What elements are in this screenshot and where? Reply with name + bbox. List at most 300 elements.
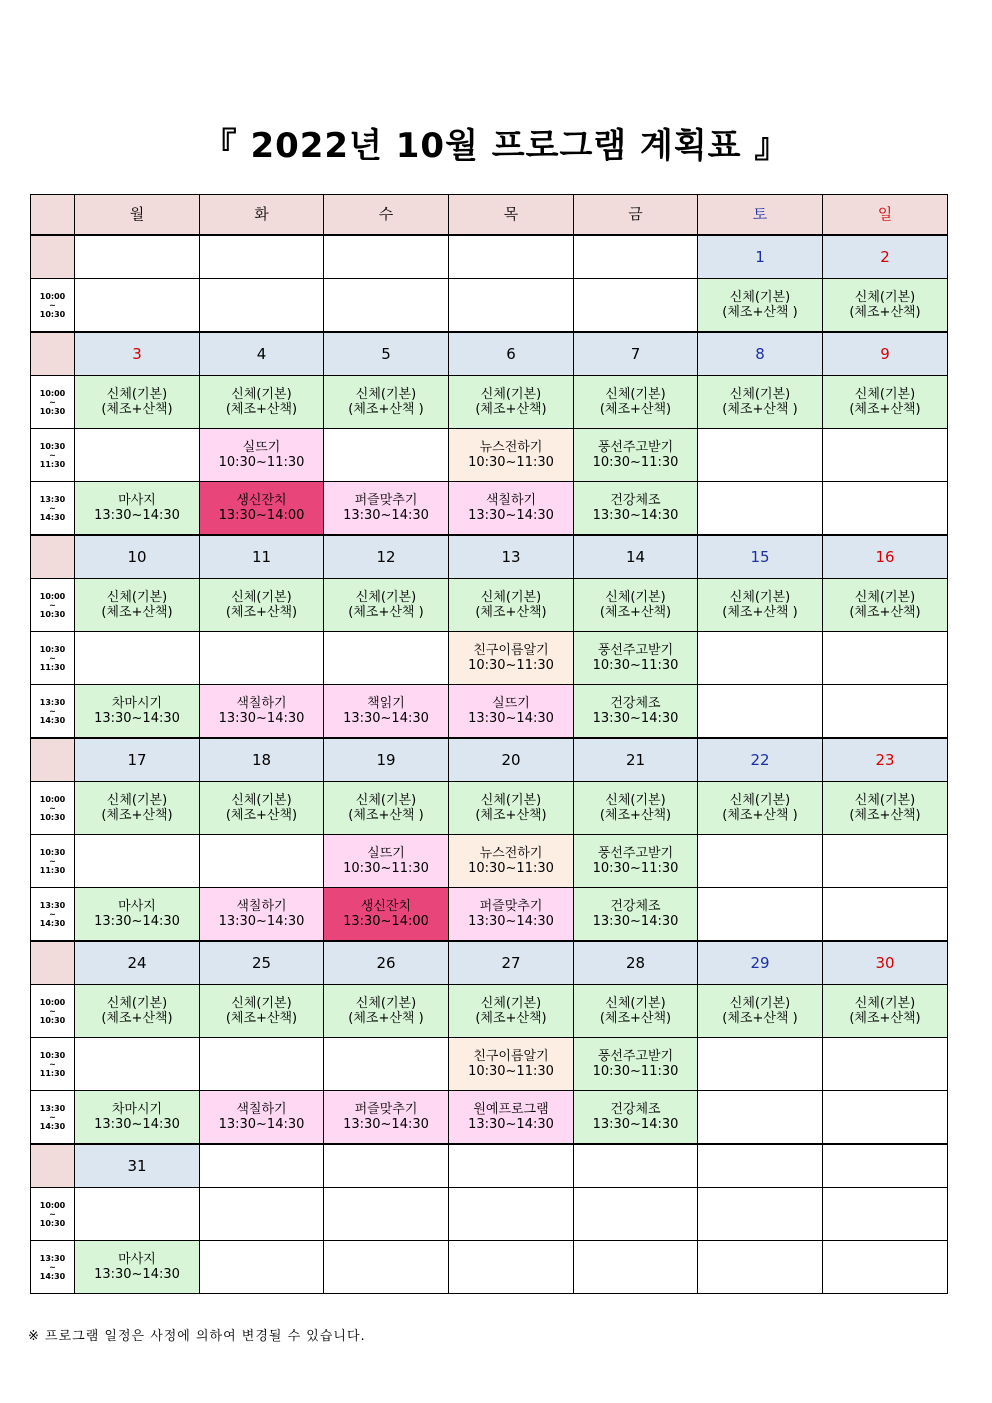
program-text: 13:30~14:30 bbox=[343, 711, 429, 726]
activity-row bbox=[31, 888, 948, 942]
day-number-cell: 25 bbox=[200, 941, 324, 985]
program-text: 10:30~11:30 bbox=[468, 861, 554, 876]
time-slot-part: 13:30 bbox=[39, 697, 66, 707]
program-cell-massage bbox=[75, 888, 200, 942]
program-text: 건강체조 bbox=[610, 493, 661, 508]
program-cell-coloring bbox=[200, 1091, 324, 1145]
day-number-cell: 16 bbox=[823, 535, 948, 579]
time-slot-label bbox=[31, 632, 75, 685]
day-number-cell: 21 bbox=[574, 738, 698, 782]
program-cell-sildeck_mid bbox=[200, 429, 324, 482]
program-text: 13:30~14:30 bbox=[94, 1117, 180, 1132]
time-slot-part: 14:30 bbox=[39, 715, 66, 725]
program-cell-physical bbox=[75, 782, 200, 835]
time-slot-label bbox=[31, 429, 75, 482]
program-cell-massage bbox=[75, 1241, 200, 1294]
program-text: 차마시기 bbox=[111, 1102, 163, 1117]
program-text: 13:30~14:30 bbox=[218, 914, 305, 929]
time-slot-part: ~ bbox=[49, 1112, 56, 1122]
time-slot-part: 10:00 bbox=[39, 591, 66, 601]
time-slot-part: ~ bbox=[49, 600, 56, 610]
program-text: 13:30~14:30 bbox=[468, 914, 554, 929]
program-text: 신체(기본) bbox=[106, 590, 168, 605]
empty-cell bbox=[823, 835, 948, 888]
activity-row bbox=[31, 685, 948, 739]
day-number-row bbox=[31, 1144, 948, 1188]
empty-cell bbox=[75, 1188, 200, 1241]
program-text: 신체(기본) bbox=[854, 290, 916, 305]
program-cell-coloring bbox=[449, 482, 574, 536]
empty-cell bbox=[698, 1038, 823, 1091]
program-cell-puzzle bbox=[449, 888, 574, 942]
program-text: (체조+산책) bbox=[849, 402, 921, 417]
program-cell-physical bbox=[449, 376, 574, 429]
activity-row bbox=[31, 1188, 948, 1241]
program-cell-physical_b bbox=[324, 376, 449, 429]
empty-cell bbox=[200, 632, 324, 685]
weekday-tue: 화 bbox=[200, 195, 324, 236]
program-text: 신체(기본) bbox=[854, 793, 916, 808]
program-text: 13:30~14:30 bbox=[94, 508, 180, 523]
time-slot-part: ~ bbox=[49, 397, 56, 407]
program-cell-physical bbox=[200, 782, 324, 835]
day-number-cell: 2 bbox=[823, 235, 948, 279]
empty-cell bbox=[75, 835, 200, 888]
time-slot-part: 14:30 bbox=[39, 918, 66, 928]
program-text: (체조+산책) bbox=[599, 1011, 672, 1026]
program-cell-physical bbox=[75, 579, 200, 632]
day-number-cell bbox=[574, 1144, 698, 1188]
program-text: 10:30~11:30 bbox=[592, 658, 679, 673]
program-text: 실뜨기 bbox=[367, 846, 405, 861]
activity-row bbox=[31, 376, 948, 429]
program-text: (체조+산책) bbox=[101, 1011, 173, 1026]
program-text: 색칠하기 bbox=[236, 899, 287, 914]
time-slot-label bbox=[31, 1241, 75, 1294]
program-text: (체조+산책 ) bbox=[348, 605, 424, 620]
program-cell-birthday bbox=[200, 482, 324, 536]
time-slot-part: 14:30 bbox=[39, 512, 66, 522]
program-text: 13:30~14:00 bbox=[343, 914, 429, 929]
program-text: 10:30~11:30 bbox=[468, 1064, 554, 1079]
program-cell-physical_b bbox=[698, 376, 823, 429]
day-number-cell: 30 bbox=[823, 941, 948, 985]
empty-cell bbox=[698, 429, 823, 482]
time-slot-part: 13:30 bbox=[39, 1253, 66, 1263]
program-cell-coloring bbox=[200, 888, 324, 942]
empty-cell bbox=[574, 1188, 698, 1241]
time-slot-part: 10:00 bbox=[39, 997, 66, 1007]
time-slot-part: ~ bbox=[49, 503, 56, 513]
activity-row bbox=[31, 1241, 948, 1294]
weekday-thu: 목 bbox=[449, 195, 574, 236]
empty-cell bbox=[324, 632, 449, 685]
program-text: (체조+산책) bbox=[849, 605, 921, 620]
day-number-cell: 4 bbox=[200, 332, 324, 376]
program-text: (체조+산책 ) bbox=[348, 402, 424, 417]
program-text: 마사지 bbox=[118, 899, 156, 914]
activity-row bbox=[31, 632, 948, 685]
time-slot-label bbox=[31, 888, 75, 942]
empty-cell bbox=[698, 888, 823, 942]
program-text: 신체(기본) bbox=[605, 387, 666, 402]
program-text: 13:30~14:30 bbox=[94, 711, 180, 726]
program-cell-news bbox=[449, 835, 574, 888]
time-slot-part: ~ bbox=[49, 856, 56, 866]
program-text: 신체(기본) bbox=[355, 387, 417, 402]
time-slot-label bbox=[31, 279, 75, 333]
day-number-cell bbox=[200, 235, 324, 279]
time-slot-part: 10:00 bbox=[39, 794, 66, 804]
program-text: 신체(기본) bbox=[480, 387, 542, 402]
day-number-row bbox=[31, 941, 948, 985]
time-slot-part: 10:30 bbox=[39, 1050, 66, 1060]
empty-cell bbox=[698, 482, 823, 536]
program-text: 10:30~11:30 bbox=[218, 455, 305, 470]
program-text: 차마시기 bbox=[111, 696, 163, 711]
day-number-cell: 17 bbox=[75, 738, 200, 782]
day-number-cell: 20 bbox=[449, 738, 574, 782]
program-calendar-table bbox=[30, 194, 948, 1294]
program-cell-physical bbox=[823, 279, 948, 333]
time-slot-part: 10:30 bbox=[39, 309, 66, 319]
program-text: 신체(기본) bbox=[480, 590, 542, 605]
time-slot-part: 11:30 bbox=[39, 1068, 66, 1078]
time-slot-part: 10:30 bbox=[39, 644, 66, 654]
program-text: 뉴스전하기 bbox=[479, 440, 543, 455]
activity-row bbox=[31, 1038, 948, 1091]
program-text: 신체(기본) bbox=[106, 996, 168, 1011]
activity-row bbox=[31, 985, 948, 1038]
empty-cell bbox=[823, 888, 948, 942]
time-slot-part: 11:30 bbox=[39, 459, 66, 469]
program-cell-friends bbox=[449, 1038, 574, 1091]
program-text: 건강체조 bbox=[610, 899, 661, 914]
empty-cell bbox=[823, 482, 948, 536]
program-text: 13:30~14:30 bbox=[218, 1117, 305, 1132]
day-number-cell: 14 bbox=[574, 535, 698, 579]
program-cell-physical_b bbox=[324, 985, 449, 1038]
program-text: (체조+산책) bbox=[225, 808, 298, 823]
program-cell-physical bbox=[574, 376, 698, 429]
program-cell-sildeck_mid bbox=[324, 835, 449, 888]
program-text: 생신잔치 bbox=[236, 493, 287, 508]
program-text: (체조+산책) bbox=[599, 808, 672, 823]
day-number-row bbox=[31, 738, 948, 782]
program-cell-physical_b bbox=[698, 985, 823, 1038]
day-number-cell bbox=[75, 235, 200, 279]
empty-cell bbox=[823, 429, 948, 482]
program-text: 생신잔치 bbox=[360, 899, 412, 914]
program-text: 풍선주고받기 bbox=[597, 1049, 674, 1064]
program-text: 13:30~14:00 bbox=[218, 508, 305, 523]
program-text: 신체(기본) bbox=[605, 793, 666, 808]
day-number-cell: 31 bbox=[75, 1144, 200, 1188]
program-text: 신체(기본) bbox=[355, 793, 417, 808]
program-text: (체조+산책 ) bbox=[348, 1011, 424, 1026]
empty-cell bbox=[574, 279, 698, 333]
program-cell-physical bbox=[75, 985, 200, 1038]
program-text: 신체(기본) bbox=[729, 387, 791, 402]
day-number-row bbox=[31, 332, 948, 376]
time-slot-label bbox=[31, 1188, 75, 1241]
program-text: 10:30~11:30 bbox=[592, 455, 679, 470]
day-number-cell: 24 bbox=[75, 941, 200, 985]
program-cell-physical_b bbox=[698, 782, 823, 835]
time-slot-part: ~ bbox=[49, 450, 56, 460]
day-number-cell: 23 bbox=[823, 738, 948, 782]
program-text: 10:30~11:30 bbox=[592, 861, 679, 876]
program-cell-physical bbox=[823, 376, 948, 429]
empty-cell bbox=[324, 1038, 449, 1091]
time-slot-part: 10:00 bbox=[39, 291, 66, 301]
program-text: 신체(기본) bbox=[729, 996, 791, 1011]
empty-cell bbox=[200, 835, 324, 888]
program-text: 신체(기본) bbox=[480, 793, 542, 808]
empty-cell bbox=[75, 632, 200, 685]
program-cell-physical_b bbox=[698, 279, 823, 333]
time-slot-label bbox=[31, 782, 75, 835]
time-slot-part: ~ bbox=[49, 653, 56, 663]
program-text: 풍선주고받기 bbox=[597, 846, 674, 861]
empty-cell bbox=[823, 632, 948, 685]
program-text: (체조+산책) bbox=[225, 605, 298, 620]
program-text: 13:30~14:30 bbox=[468, 1117, 554, 1132]
program-text: 신체(기본) bbox=[231, 996, 292, 1011]
empty-cell bbox=[75, 1038, 200, 1091]
day-number-cell: 12 bbox=[324, 535, 449, 579]
program-cell-physical bbox=[574, 579, 698, 632]
program-text: 신체(기본) bbox=[231, 590, 292, 605]
program-cell-balloon bbox=[574, 835, 698, 888]
day-number-cell: 6 bbox=[449, 332, 574, 376]
day-number-cell: 5 bbox=[324, 332, 449, 376]
program-text: 풍선주고받기 bbox=[597, 440, 674, 455]
day-number-cell: 18 bbox=[200, 738, 324, 782]
program-text: 13:30~14:30 bbox=[343, 508, 429, 523]
day-number-cell bbox=[324, 235, 449, 279]
program-cell-physical_b bbox=[324, 579, 449, 632]
time-slot-part: 10:30 bbox=[39, 441, 66, 451]
program-text: 13:30~14:30 bbox=[592, 914, 679, 929]
program-text: 13:30~14:30 bbox=[468, 711, 554, 726]
program-cell-physical bbox=[200, 985, 324, 1038]
empty-cell bbox=[449, 1241, 574, 1294]
day-row-label-cell bbox=[31, 332, 75, 376]
time-slot-part: ~ bbox=[49, 300, 56, 310]
day-number-cell bbox=[449, 1144, 574, 1188]
empty-cell bbox=[698, 835, 823, 888]
program-text: (체조+산책) bbox=[849, 1011, 921, 1026]
time-slot-part: ~ bbox=[49, 803, 56, 813]
activity-row bbox=[31, 429, 948, 482]
day-number-cell: 8 bbox=[698, 332, 823, 376]
program-cell-physical bbox=[449, 985, 574, 1038]
time-slot-part: 14:30 bbox=[39, 1121, 66, 1131]
program-cell-tea bbox=[75, 1091, 200, 1145]
time-slot-part: 10:00 bbox=[39, 1200, 66, 1210]
time-slot-part: 11:30 bbox=[39, 662, 66, 672]
day-number-cell: 15 bbox=[698, 535, 823, 579]
empty-cell bbox=[823, 1038, 948, 1091]
program-text: (체조+산책 ) bbox=[722, 402, 798, 417]
day-number-cell: 13 bbox=[449, 535, 574, 579]
time-slot-label bbox=[31, 482, 75, 536]
empty-cell bbox=[698, 685, 823, 739]
program-cell-physical bbox=[823, 579, 948, 632]
day-number-cell: 29 bbox=[698, 941, 823, 985]
program-text: 실뜨기 bbox=[492, 696, 530, 711]
activity-row bbox=[31, 835, 948, 888]
program-text: (체조+산책) bbox=[849, 808, 921, 823]
program-text: 13:30~14:30 bbox=[218, 711, 305, 726]
weekday-wed: 수 bbox=[324, 195, 449, 236]
day-number-cell: 19 bbox=[324, 738, 449, 782]
program-cell-reading bbox=[324, 685, 449, 739]
program-text: (체조+산책) bbox=[849, 305, 921, 320]
time-slot-part: 13:30 bbox=[39, 900, 66, 910]
day-row-label-cell bbox=[31, 535, 75, 579]
day-number-cell: 3 bbox=[75, 332, 200, 376]
time-slot-part: 10:30 bbox=[39, 1218, 66, 1228]
day-number-cell: 9 bbox=[823, 332, 948, 376]
empty-cell bbox=[200, 1038, 324, 1091]
time-slot-part: ~ bbox=[49, 706, 56, 716]
time-slot-label bbox=[31, 835, 75, 888]
program-text: 퍼즐맞추기 bbox=[354, 493, 418, 508]
program-text: 신체(기본) bbox=[729, 590, 791, 605]
empty-cell bbox=[324, 279, 449, 333]
time-slot-part: ~ bbox=[49, 1006, 56, 1016]
program-text: 신체(기본) bbox=[355, 590, 417, 605]
empty-cell bbox=[75, 429, 200, 482]
program-cell-physical bbox=[75, 376, 200, 429]
program-text: 건강체조 bbox=[610, 1102, 661, 1117]
time-slot-part: 10:30 bbox=[39, 847, 66, 857]
program-text: 신체(기본) bbox=[854, 996, 916, 1011]
activity-row bbox=[31, 1091, 948, 1145]
empty-cell bbox=[449, 1188, 574, 1241]
program-cell-physical bbox=[823, 782, 948, 835]
program-cell-physical bbox=[574, 782, 698, 835]
time-slot-label bbox=[31, 376, 75, 429]
weekday-fri: 금 bbox=[574, 195, 698, 236]
day-number-cell: 10 bbox=[75, 535, 200, 579]
program-cell-puzzle bbox=[324, 1091, 449, 1145]
program-text: 13:30~14:30 bbox=[94, 1267, 180, 1282]
weekday-header-row bbox=[31, 195, 948, 236]
program-text: (체조+산책) bbox=[475, 808, 547, 823]
program-text: 친구이름알기 bbox=[473, 643, 549, 658]
program-cell-massage bbox=[75, 482, 200, 536]
program-cell-physical bbox=[449, 579, 574, 632]
program-text: (체조+산책 ) bbox=[722, 808, 798, 823]
program-text: 신체(기본) bbox=[106, 387, 168, 402]
program-cell-sildeck_pm bbox=[449, 685, 574, 739]
program-text: 퍼즐맞추기 bbox=[354, 1102, 418, 1117]
program-text: 13:30~14:30 bbox=[94, 914, 180, 929]
weekday-sun: 일 bbox=[823, 195, 948, 236]
day-row-label-cell bbox=[31, 738, 75, 782]
program-text: (체조+산책) bbox=[101, 808, 173, 823]
program-text: 신체(기본) bbox=[729, 793, 791, 808]
time-slot-label bbox=[31, 1038, 75, 1091]
day-row-label-cell bbox=[31, 1144, 75, 1188]
empty-cell bbox=[698, 1091, 823, 1145]
program-cell-health bbox=[574, 685, 698, 739]
program-text: (체조+산책) bbox=[599, 605, 672, 620]
empty-cell bbox=[698, 632, 823, 685]
program-text: 10:30~11:30 bbox=[343, 861, 429, 876]
time-slot-part: ~ bbox=[49, 1209, 56, 1219]
time-slot-part: 10:30 bbox=[39, 1015, 66, 1025]
corner-cell bbox=[31, 195, 75, 236]
program-text: (체조+산책) bbox=[225, 1011, 298, 1026]
page-title: 『 2022년 10월 프로그램 계획표 』 bbox=[202, 126, 790, 166]
program-text: (체조+산책) bbox=[225, 402, 298, 417]
schedule-change-note: ※ 프로그램 일정은 사정에 의하여 변경될 수 있습니다. bbox=[28, 1329, 366, 1344]
program-cell-physical bbox=[200, 376, 324, 429]
program-text: 원예프로그램 bbox=[473, 1102, 549, 1117]
program-text: 신체(기본) bbox=[854, 387, 916, 402]
day-number-row bbox=[31, 535, 948, 579]
day-row-label-cell bbox=[31, 235, 75, 279]
program-cell-balloon bbox=[574, 1038, 698, 1091]
time-slot-part: 10:30 bbox=[39, 609, 66, 619]
program-text: 마사지 bbox=[118, 1252, 156, 1267]
program-text: (체조+산책) bbox=[475, 605, 547, 620]
program-text: 신체(기본) bbox=[355, 996, 417, 1011]
program-cell-health bbox=[574, 888, 698, 942]
empty-cell bbox=[823, 1091, 948, 1145]
activity-row bbox=[31, 279, 948, 333]
empty-cell bbox=[200, 1241, 324, 1294]
program-text: 신체(기본) bbox=[729, 290, 791, 305]
time-slot-label bbox=[31, 579, 75, 632]
program-cell-health bbox=[574, 1091, 698, 1145]
program-text: (체조+산책) bbox=[101, 402, 173, 417]
time-slot-part: ~ bbox=[49, 1262, 56, 1272]
time-slot-part: 13:30 bbox=[39, 494, 66, 504]
program-cell-physical bbox=[449, 782, 574, 835]
program-text: 뉴스전하기 bbox=[479, 846, 543, 861]
program-cell-news bbox=[449, 429, 574, 482]
program-cell-puzzle bbox=[324, 482, 449, 536]
program-text: 10:30~11:30 bbox=[592, 1064, 679, 1079]
program-text: 실뜨기 bbox=[242, 440, 281, 455]
program-text: (체조+산책 ) bbox=[722, 1011, 798, 1026]
weekday-sat: 토 bbox=[698, 195, 823, 236]
activity-row bbox=[31, 482, 948, 536]
empty-cell bbox=[823, 685, 948, 739]
time-slot-part: 10:30 bbox=[39, 812, 66, 822]
program-text: (체조+산책) bbox=[475, 402, 547, 417]
program-text: 색칠하기 bbox=[236, 1102, 287, 1117]
empty-cell bbox=[200, 1188, 324, 1241]
empty-cell bbox=[324, 1188, 449, 1241]
program-text: 풍선주고받기 bbox=[597, 643, 674, 658]
empty-cell bbox=[698, 1241, 823, 1294]
program-cell-physical bbox=[200, 579, 324, 632]
time-slot-part: 14:30 bbox=[39, 1271, 66, 1281]
program-cell-tea bbox=[75, 685, 200, 739]
program-cell-physical_b bbox=[324, 782, 449, 835]
program-text: 10:30~11:30 bbox=[468, 658, 554, 673]
day-number-cell bbox=[823, 1144, 948, 1188]
time-slot-label bbox=[31, 985, 75, 1038]
empty-cell bbox=[449, 279, 574, 333]
day-number-cell: 1 bbox=[698, 235, 823, 279]
